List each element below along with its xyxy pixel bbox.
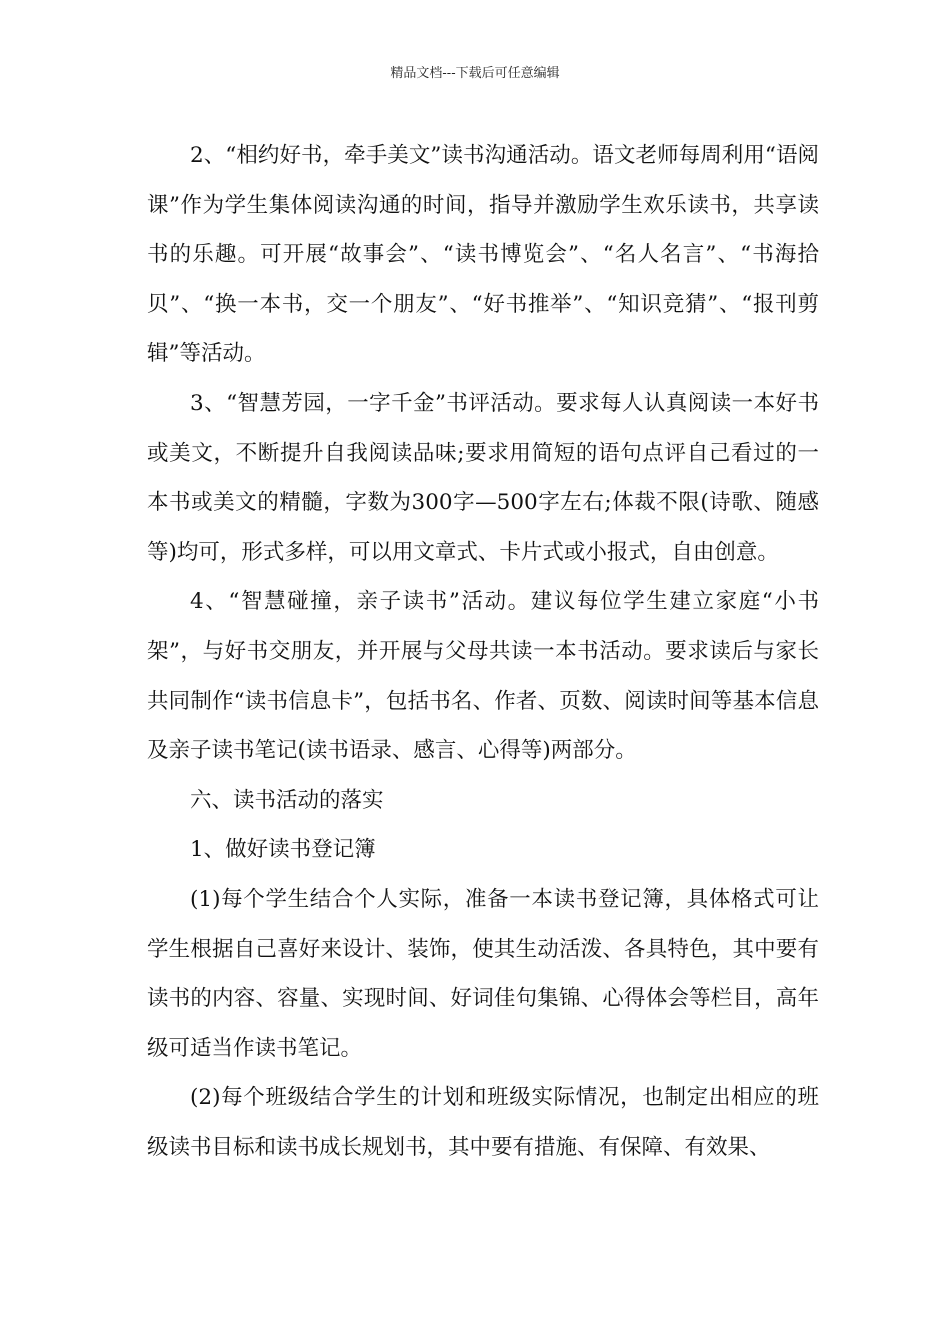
paragraph-class-reading-plan: (2)每个班级结合学生的计划和班级实际情况，也制定出相应的班级读书目标和读书成长规划书，其中要有措施、有保障、有效果、 bbox=[147, 1085, 819, 1160]
document-body bbox=[147, 131, 819, 1172]
paragraph-item-4-parent-child-reading: 4、“智慧碰撞，亲子读书”活动。建议每位学生建立家庭“小书架”，与好书交朋友，并开展与父母共读一本书活动。要求读后与家长共同制作“读书信息卡”，包括书名、作者、页数、阅读时间等基本信息及亲子读书笔记(读书语录、感言、心得等)两部分。 bbox=[147, 589, 819, 764]
paragraph-student-reading-log: (1)每个学生结合个人实际，准备一本读书登记簿，具体格式可让学生根据自己喜好来设计、装饰，使其生动活泼、各具特色，其中要有读书的内容、容量、实现时间、好词佳句集锦、心得体会等栏目，高年级可适当作读书笔记。 bbox=[147, 886, 819, 1061]
paragraph-item-3-book-review: 3、“智慧芳园，一字千金”书评活动。要求每人认真阅读一本好书或美文，不断提升自我阅读品味;要求用简短的语句点评自己看过的一本书或美文的精髓，字数为300字—500字左右;体裁不限(诗歌、随感等)均可，形式多样，可以用文章式、卡片式或小报式，自由创意。 bbox=[147, 390, 819, 565]
section-heading-implementation: 六、读书活动的落实 bbox=[190, 787, 384, 813]
page-header: 精品文档---下载后可任意编辑 bbox=[390, 66, 560, 81]
subsection-heading-reading-log: 1、做好读书登记簿 bbox=[190, 837, 376, 863]
paragraph-item-2-reading-exchange: 2、“相约好书，牵手美文”读书沟通活动。语文老师每周利用“语阅课”作为学生集体阅读沟通的时间，指导并激励学生欢乐读书，共享读书的乐趣。可开展“故事会”、“读书博览会”、“名人名言”、“书海拾贝”、“换一本书，交一个朋友”、“好书推举”、“知识竞猜”、“报刊剪辑”等活动。 bbox=[147, 143, 819, 367]
